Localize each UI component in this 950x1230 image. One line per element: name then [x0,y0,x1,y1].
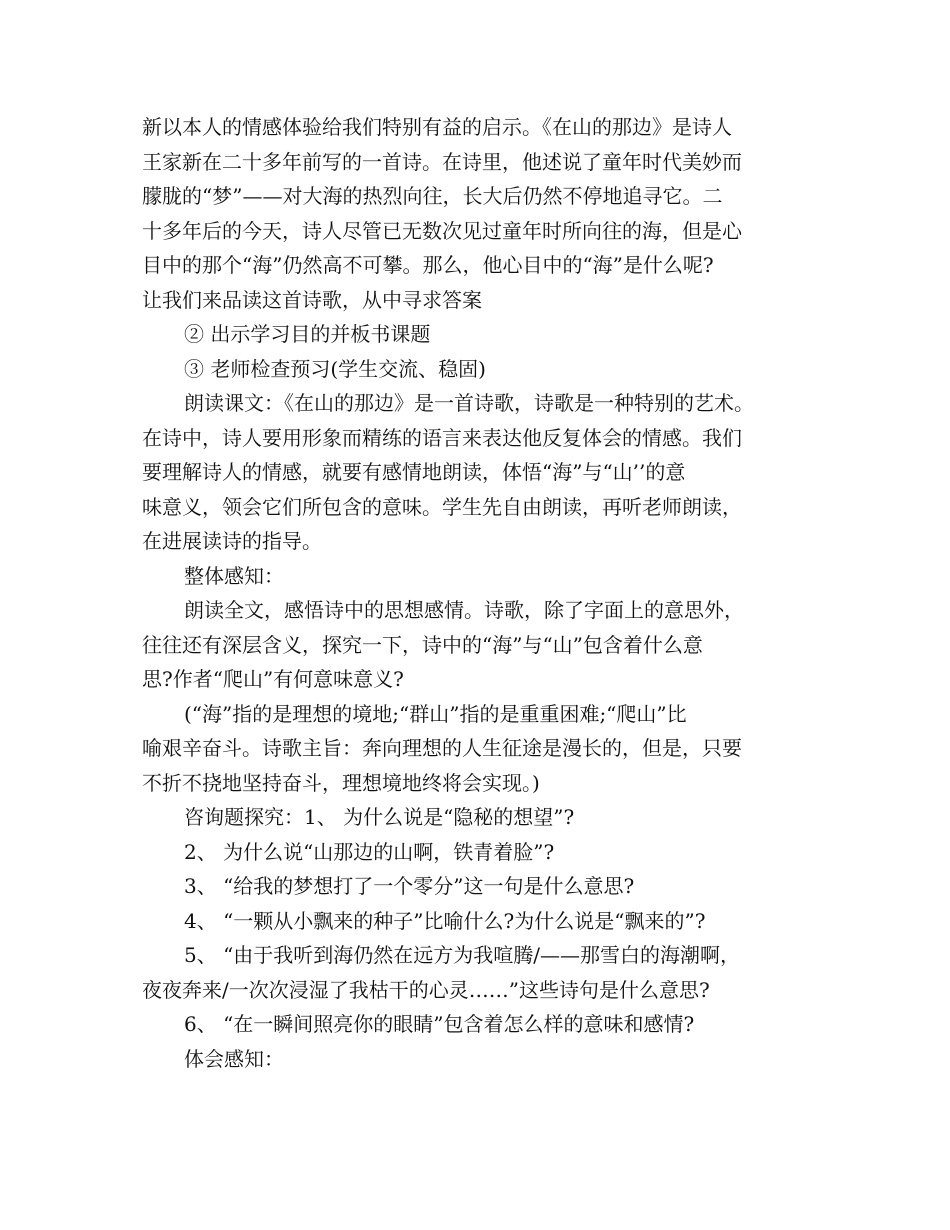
text-line: 朗读课文：《在山的那边》是一首诗歌，诗歌是一种特别的艺术。 [184,391,754,415]
text-line: 味意义，领会它们所包含的意味。学生先自由朗读，再听老师朗读， [142,494,742,519]
text-line: 新以本人的情感体验给我们特别有益的启示。《在山的那边》是诗人 [142,115,732,139]
text-line: ③ 老师检查预习(学生交流、稳固) [184,356,486,381]
text-line: 王家新在二十多年前写的一首诗。在诗里，他述说了童年时代美妙而 [142,149,742,174]
text-line: 3、 “给我的梦想打了一个零分”这一句是什么意思? [184,874,635,898]
text-line: 6、 “在一瞬间照亮你的眼睛”包含着怎么样的意味和感情? [184,1012,695,1036]
text-line: ② 出示学习目的并板书课题 [184,322,431,346]
text-line: 在诗中，诗人要用形象而精练的语言来表达他反复体会的情感。我们 [142,425,742,450]
text-line: 4、 “一颗从小飘来的种子”比喻什么?为什么说是“飘来的”? [184,908,706,933]
text-line: 朗读全文，感悟诗中的思想感情。诗歌，除了字面上的意思外， [184,598,744,622]
text-line: 体会感知： [184,1046,284,1071]
text-line: 要理解诗人的情感，就要有感情地朗读，体悟“海”与“山’’的意 [142,460,686,484]
text-line: 5、 “由于我听到海仍然在远方为我喧腾/——那雪白的海潮啊， [184,943,741,967]
text-line: 整体感知： [184,563,284,588]
text-line: 让我们来品读这首诗歌，从中寻求答案 [142,287,482,312]
text-line: 不折不挠地坚持奋斗，理想境地终将会实现。) [142,770,540,795]
text-line: 在进展读诗的指导。 [142,529,322,553]
text-line: 十多年后的今天，诗人尽管已无数次见过童年时所向往的海，但是心 [142,218,742,243]
text-line: (“海”指的是理想的境地;“群山”指的是重重困难;“爬山”比 [184,701,687,726]
text-line: 咨询题探究：1、 为什么说是“隐秘的想望”? [184,805,575,829]
text-line: 2、 为什么说“山那边的山啊，铁青着脸”? [184,839,555,864]
text-line: 目中的那个“海”仍然高不可攀。那么，他心目中的“海”是什么呢? [142,253,714,277]
text-line: 夜夜奔来/一次次浸湿了我枯干的心灵……”这些诗句是什么意思? [142,977,710,1002]
document-body [142,110,822,1076]
text-line: 喻艰辛奋斗。诗歌主旨：奔向理想的人生征途是漫长的，但是，只要 [142,736,742,760]
text-line: 朦胧的“梦”——对大海的热烈向往，长大后仍然不停地追寻它。二 [142,184,723,208]
text-line: 思?作者“爬山”有何意味意义? [142,667,404,691]
text-line: 往往还有深层含义，探究一下，诗中的“海”与“山”包含着什么意 [142,632,703,657]
